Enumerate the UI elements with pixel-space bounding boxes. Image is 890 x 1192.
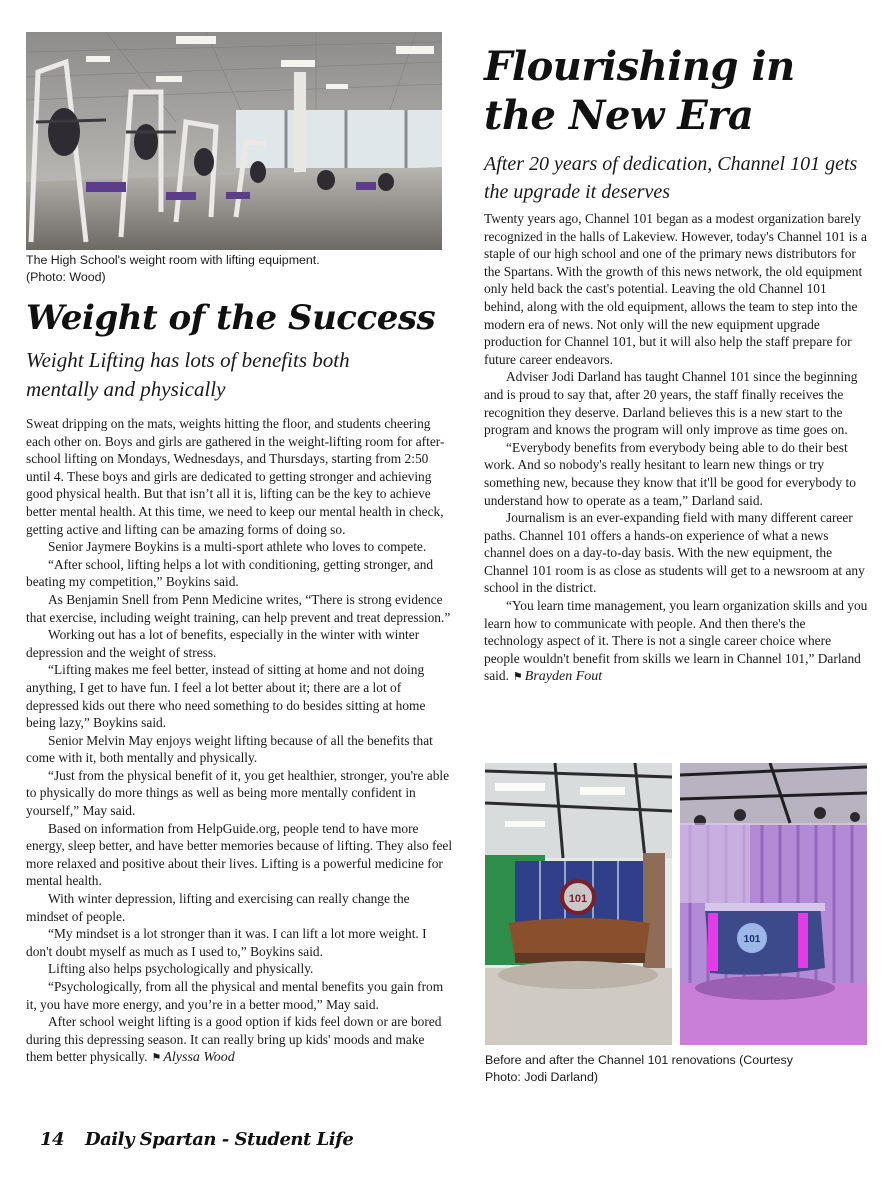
right-paragraph: “Everybody benefits from everybody being able to do their best work. And so nobody's really hesitant to learn new things or try something new, because they know that it'll be good for everybody to understand how to operate as a team,” Darland said.: [484, 439, 856, 508]
left-paragraph: Senior Jaymere Boykins is a multi-sport athlete who loves to compete.: [48, 539, 427, 555]
right-paragraph: Journalism is an ever-expanding field with many different career paths. Channel 101 offers a hands-on experience of what a news channel does on a day-to-day basis. With the new equipment, the Channel 101 room is as close as students will get to a newsroom at any school in the district.: [484, 510, 865, 596]
page-number: 14: [40, 1129, 65, 1150]
spartan-helmet-icon: ⚑: [151, 1052, 162, 1065]
left-paragraph: “Just from the physical benefit of it, you get healthier, stronger, you're able to physically do more things as well as being more mentally confident in yourself,” May said.: [26, 767, 450, 819]
left-paragraph-text: After school weight lifting is a good option if kids feel down or are bored during this depressing season. It can really bring up kids' moods and make them better physically.: [26, 1014, 442, 1065]
after-desk-logo: 101: [743, 934, 761, 945]
left-last-paragraph: [26, 1013, 454, 1068]
left-paragraph: Senior Melvin May enjoys weight lifting because of all the benefits that come with it, both mentally and physically.: [26, 732, 433, 766]
left-article-body: [26, 415, 454, 1068]
left-paragraph: “My mindset is a lot stronger than it was. I can lift a lot more weight. I don't doubt myself as much as I used to,” Boykins said.: [26, 926, 427, 959]
left-paragraph: Lifting also helps psychologically and physically.: [48, 961, 314, 977]
left-paragraph: “After school, lifting helps a lot with conditioning, getting stronger, and beating my competition,” Boykins said.: [26, 556, 434, 590]
right-paragraph: Adviser Jodi Darland has taught Channel 101 since the beginning and is proud to say that, after 20 years, the staff finally receives the recognition they deserve. Darland believes this is a new start to the program and knows the program will only improve as time goes on.: [484, 369, 858, 438]
section-name: Daily Spartan - Student Life: [85, 1129, 354, 1150]
studio-before-photo: [485, 763, 672, 1045]
left-byline: Alyssa Wood: [163, 1050, 235, 1066]
left-paragraph: With winter depression, lifting and exercising can really change the mindset of people.: [26, 891, 410, 924]
left-paragraph: As Benjamin Snell from Penn Medicine writes, “There is strong evidence that exercise, including weight training, can help prevent and treat depression.”: [26, 591, 451, 625]
right-byline: Brayden Fout: [524, 669, 603, 685]
left-paragraph: “Lifting makes me feel better, instead of sitting at home and not doing anything, I get to have fun. I feel a lot better about it; there are a lot of depressed kids out there who need something to do besides sitting at home being lazy,” Boykins said.: [26, 662, 426, 731]
weight-room-photo: [26, 32, 442, 250]
right-last-paragraph: [484, 597, 868, 687]
right-headline: Flourishing in the New Era: [484, 43, 795, 139]
before-desk-logo: 101: [568, 893, 588, 905]
right-paragraph-text: “You learn time management, you learn organization skills and you learn how to communicate with people. And then there's the technology aspect of it. There is not a single career choice where people wouldn't benefit from skills we learn in Channel 101,” Darland said.: [484, 598, 868, 684]
left-paragraph: Working out has a lot of benefits, especially in the winter with winter depression and the weight of stress.: [26, 627, 420, 660]
left-paragraph: “Psychologically, from all the physical and mental benefits you gain from it, you have more energy, and you’re in a better mood,” May said.: [26, 979, 444, 1012]
left-paragraph: Based on information from HelpGuide.org, people tend to have more energy, sleep better, and have better memories because of lifting. They also feel more relaxed and positive about their lives. Lifting is a powerful medicine for mental health.: [26, 820, 453, 889]
right-article-body: [484, 210, 868, 687]
left-headline: Weight of the Success: [26, 298, 436, 338]
right-paragraph: Twenty years ago, Channel 101 began as a modest organization barely recognized in the halls of Lakeview. However, today's Channel 101 is a staple of our high school and one of the primary news distributors for the Spartans. With the growth of this news network, the old equipment only held back the cast's potential. Leaving the old Channel 101 behind, along with the old equipment, allows the team to step into the modern era of news. Not only will the new equipment upgrade production for Channel 101, but it will also help the staff prepare for future career endeavors.: [484, 211, 867, 367]
studio-photos-caption: Before and after the Channel 101 renovations (Courtesy Photo: Jodi Darland): [485, 1053, 793, 1084]
studio-after-photo: [680, 763, 867, 1045]
right-deck: After 20 years of dedication, Channel 101 gets the upgrade it deserves: [484, 153, 858, 203]
spartan-helmet-icon: ⚑: [512, 671, 523, 684]
left-paragraph: Sweat dripping on the mats, weights hitting the floor, and students cheering each other on. Boys and girls are gathered in the weight-lifting room for after-school lifting on Mondays, Wednesdays, and Thursdays, starting from 2:50 until 4. These boys and girls are dedicated to getting stronger and achieving good physical health. But that isn’t all it is, lifting can be the key to achieve better mental health. At this time, we need to keep our mental health in check, getting active and lifting can be amazing forms of doing so.: [26, 416, 445, 537]
left-deck: Weight Lifting has lots of benefits both mentally and physically: [26, 348, 350, 401]
weight-room-caption: The High School's weight room with lifting equipment. (Photo: Wood): [26, 253, 320, 284]
